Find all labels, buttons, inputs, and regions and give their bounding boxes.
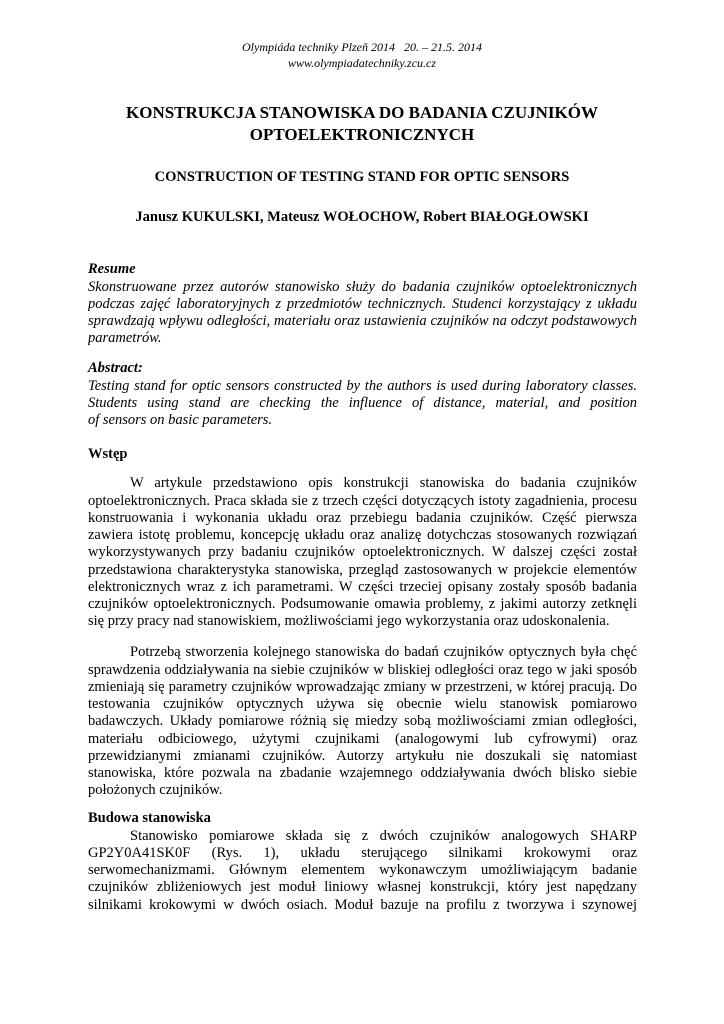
paragraph-line: testowania czujników optycznych używa się obecnie wielu stanowisk pomiarowo [88,696,637,713]
resume-line: parametrów. [88,330,162,347]
abstract-line: Students using stand are checking the influence of distance, material, and position [88,394,637,411]
intro-paragraph-2 [88,644,637,799]
section-heading-budowa: Budowa stanowiska [88,810,211,827]
paragraph-line: materiału odbiciowego, użytymi czujnikami (analogowymi lub cyfrowymi) oraz [88,730,637,747]
paper-title-line: OPTOELEKTRONICZNYCH [249,125,475,144]
paragraph-line: przedstawiona charakterystyka stanowiska, przegląd zastosowanych w projekcie elementów [88,561,637,578]
section-heading-wstep: Wstęp [88,446,128,463]
paragraph-line: położonych czujników. [88,782,223,799]
abstract-heading: Abstract: [88,360,143,377]
resume-section [88,261,637,347]
resume-line: sprawdzają wpływu odległości, materiału oraz ustawienia czujników na odczyt podstawowych [88,313,637,330]
paragraph-line: czujników zbliżeniowych jest moduł liniowy własnej konstrukcji, który jest napędzany [88,879,637,896]
paragraph-line: silnikami krokowymi w dwóch osiach. Moduł bazuje na profilu z tworzywa i szynowej [88,896,637,913]
paper-authors: Janusz KUKULSKI, Mateusz WOŁOCHOW, Robert BIAŁOGŁOWSKI [135,209,589,225]
paragraph-line: się przy pracy nad stanowiskiem, możliwościami jego wykorzystania oraz udoskonalenia. [88,613,610,630]
paper-title [0,102,724,146]
resume-heading: Resume [88,261,136,278]
paragraph-line: stanowiska, które pozwala na zbadanie wzajemnego oddziaływania dwóch blisko siebie [88,765,637,782]
abstract-line: Testing stand for optic sensors constructed by the authors is used during laboratory classes. [88,377,637,394]
paragraph-line: elektronicznych wraz z ich parametrami. W części trzeciej opisany zostały sposób badania [88,578,637,595]
paragraph-line: wykorzystywanych przy badaniu czujników optoelektronicznych. W dalszej części został [88,544,637,561]
abstract-line: of sensors on basic parameters. [88,412,273,429]
paragraph-line: GP2Y0A41SK0F (Rys. 1), układu sterującego silnikami krokowymi oraz [88,844,637,861]
paragraph-line: czujników optoelektronicznych. Podsumowanie omawia problemy, z jakimi autorzy zetknęli [88,596,637,613]
paragraph-line: konstruowania i wykonania układu oraz przebiegu badania czujników. Część pierwsza [88,509,637,526]
abstract-section [88,360,637,429]
paragraph-line: zmieniają się parametry czujników wprowadzając zmiany w przestrzeni, w której pracują. Do [88,678,637,695]
paragraph-line: serwomechanizmami. Głównym elementem wykonawczym umożliwiającym badanie [88,862,637,879]
running-header-event: Olympiáda techniky Plzeň 2014 20. – 21.5. 2014 [242,40,482,54]
paragraph-line: W artykule przedstawiono opis konstrukcji stanowiska do badania czujników [130,475,637,492]
paragraph-line: optoelektronicznych. Praca składa sie z trzech części dotyczących istoty zagadnienia, procesu [88,492,637,509]
paragraph-line: zawiera istotę problemu, koncepcję układu oraz analizę dotychczas stosowanych rozwiązań [88,527,637,544]
paragraph-line: badawczych. Układy pomiarowe różnią się miedzy sobą możliwościami zmian odległości, [88,713,637,730]
paragraph-line: Potrzebą stworzenia kolejnego stanowiska do badań czujników optycznych była chęć [130,644,637,661]
paper-subtitle-english: CONSTRUCTION OF TESTING STAND FOR OPTIC SENSORS [154,169,570,185]
resume-line: Skonstruowane przez autorów stanowisko służy do badania czujników optoelektronicznych [88,278,637,295]
construction-section [88,810,637,914]
paragraph-line: Stanowisko pomiarowe składa się z dwóch czujników analogowych SHARP [130,827,637,844]
paragraph-line: sprawdzenia oddziaływania na siebie czujników w bliskiej odległości oraz tego w jaki sposób [88,661,637,678]
running-header-url: www.olympiadatechniky.zcu.cz [287,56,437,70]
intro-paragraph-1 [88,475,637,630]
intro-section-heading-block [88,446,637,463]
paper-title-line: KONSTRUKCJA STANOWISKA DO BADANIA CZUJNIKÓW [126,103,598,122]
resume-line: podczas zajęć laboratoryjnych z przedmiotów technicznych. Studenci korzystający z układu [88,295,637,312]
paragraph-line: przewidzianymi zmianami czujników. Autorzy artykułu nie doszukali się natomiast [88,747,637,764]
